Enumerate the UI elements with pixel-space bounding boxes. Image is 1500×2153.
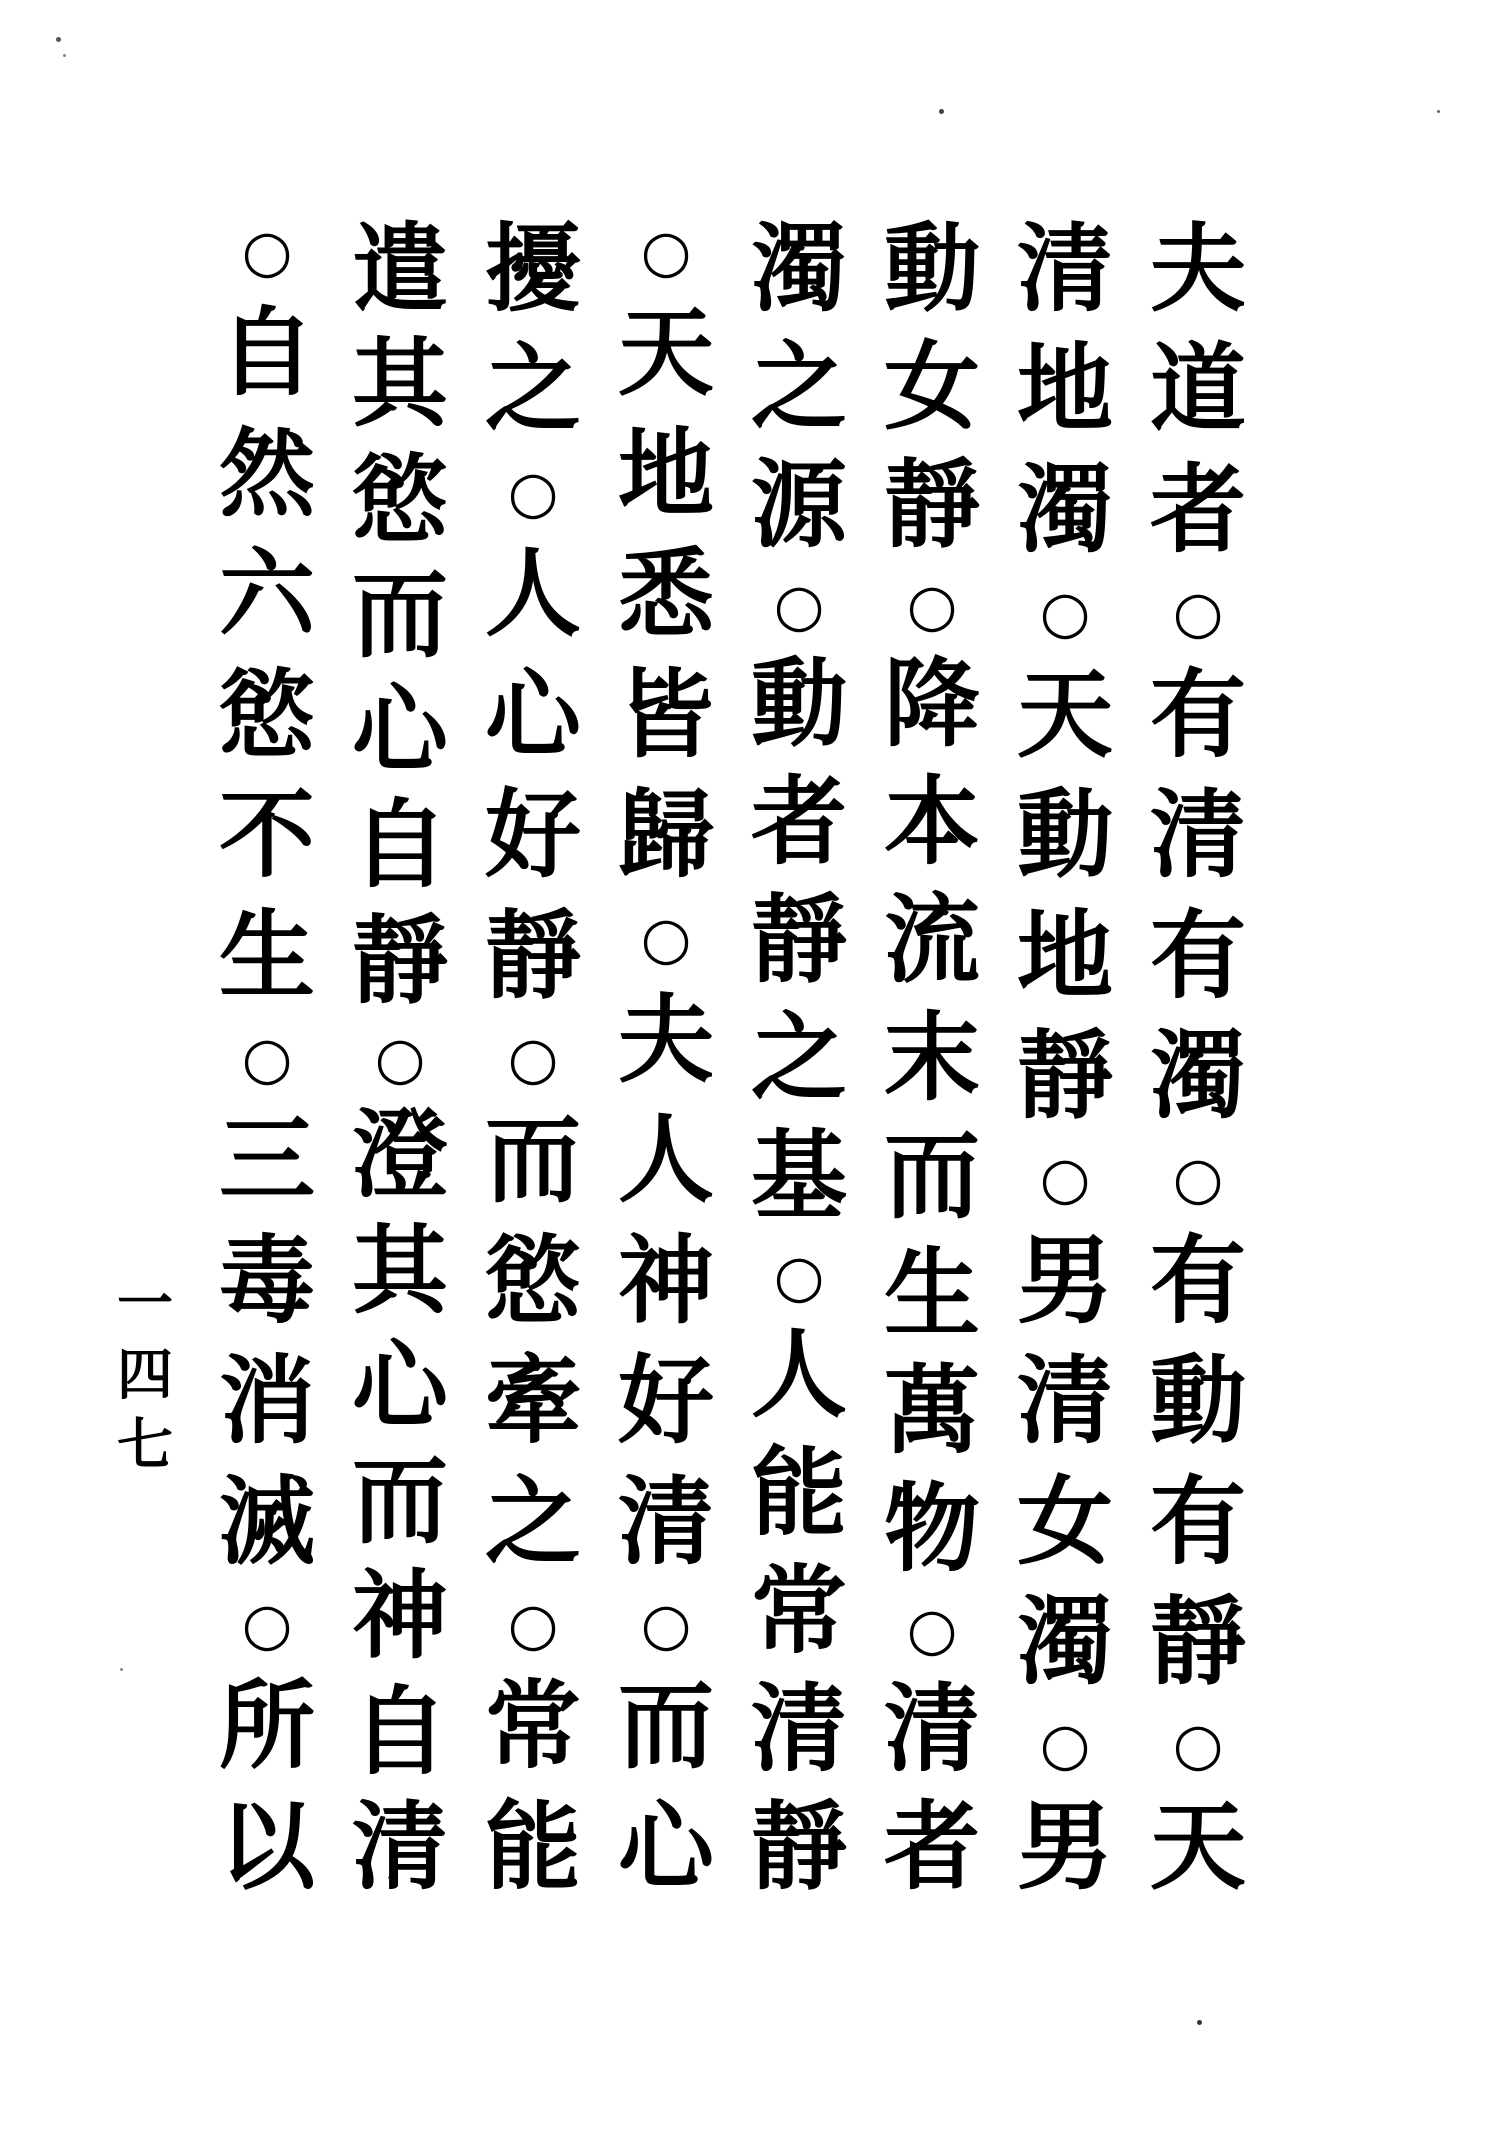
han-character: 地 — [1017, 332, 1113, 446]
han-character: 慾 — [352, 442, 448, 556]
ideographic-full-stop: ○ — [241, 217, 293, 285]
ideographic-full-stop: ○ — [1039, 1710, 1091, 1779]
han-character: 悉 — [618, 537, 714, 651]
han-character: 而 — [352, 1444, 448, 1558]
han-character: 而 — [352, 557, 448, 671]
han-character: 本 — [884, 765, 980, 879]
han-character: 濁 — [751, 212, 847, 325]
han-character: 能 — [751, 1436, 847, 1550]
han-character: 其 — [352, 327, 448, 441]
han-character: 靜 — [352, 903, 448, 1017]
han-character: 皆 — [618, 657, 714, 771]
ideographic-full-stop: ○ — [1172, 1710, 1224, 1779]
han-character: 清 — [1017, 212, 1113, 325]
text-column-5 — [616, 213, 716, 1903]
ideographic-full-stop: ○ — [640, 903, 692, 972]
han-character: 好 — [485, 778, 581, 892]
han-character: 澄 — [352, 1098, 448, 1212]
han-character: 道 — [1150, 332, 1246, 446]
han-character: 常 — [751, 1554, 847, 1668]
han-character: 心 — [485, 657, 581, 771]
ideographic-full-stop: ○ — [374, 1023, 426, 1092]
han-character: 動 — [1017, 778, 1113, 892]
han-character: 四 — [117, 1341, 173, 1408]
ideographic-full-stop: ○ — [241, 1023, 293, 1092]
han-character: 濁 — [1017, 452, 1113, 566]
han-character: 歸 — [618, 778, 714, 892]
han-character: 之 — [485, 1464, 581, 1578]
text-column-7 — [350, 213, 450, 1903]
han-character: 自 — [219, 296, 315, 410]
han-character: 清 — [884, 1671, 980, 1785]
han-character: 消 — [219, 1344, 315, 1458]
han-character: 清 — [352, 1789, 448, 1903]
page-number — [108, 1272, 182, 1477]
han-character: 者 — [1150, 452, 1246, 566]
ideographic-full-stop: ○ — [507, 457, 559, 526]
han-character: 物 — [884, 1472, 980, 1586]
han-character: 女 — [884, 329, 980, 443]
han-character: 之 — [485, 332, 581, 446]
han-character: 靜 — [485, 898, 581, 1012]
han-character: 能 — [485, 1789, 581, 1903]
han-character: 然 — [219, 416, 315, 530]
ideographic-full-stop: ○ — [507, 1023, 559, 1092]
text-column-3 — [882, 213, 982, 1903]
han-character: 心 — [352, 1328, 448, 1442]
han-character: 末 — [884, 1000, 980, 1114]
han-character: 滅 — [219, 1464, 315, 1578]
text-block — [217, 213, 1248, 1903]
text-column-1 — [1148, 213, 1248, 1903]
han-character: 降 — [884, 647, 980, 761]
han-character: 人 — [618, 1103, 714, 1217]
ideographic-full-stop: ○ — [1172, 1144, 1224, 1213]
han-character: 其 — [352, 1213, 448, 1327]
han-character: 靜 — [884, 447, 980, 561]
han-character: 神 — [352, 1559, 448, 1673]
han-character: 地 — [618, 416, 714, 530]
han-character: 者 — [751, 765, 847, 879]
han-character: 萬 — [884, 1354, 980, 1468]
han-character: 有 — [1150, 657, 1246, 771]
han-character: 濁 — [1150, 1018, 1246, 1132]
han-character: 六 — [219, 537, 315, 651]
ideographic-full-stop: ○ — [1039, 1144, 1091, 1213]
han-character: 男 — [1017, 1223, 1113, 1337]
han-character: 慾 — [485, 1223, 581, 1337]
han-character: 人 — [485, 537, 581, 651]
han-character: 生 — [884, 1236, 980, 1350]
han-character: 靜 — [1017, 1018, 1113, 1132]
ideographic-full-stop: ○ — [773, 1241, 825, 1310]
han-character: 有 — [1150, 1464, 1246, 1578]
han-character: 男 — [1017, 1789, 1113, 1903]
han-character: 清 — [1150, 778, 1246, 892]
han-character: 遣 — [352, 212, 448, 325]
han-character: 天 — [1017, 657, 1113, 771]
han-character: 而 — [618, 1669, 714, 1783]
han-character: 夫 — [1150, 212, 1246, 325]
ideographic-full-stop: ○ — [640, 1590, 692, 1659]
han-character: 流 — [884, 883, 980, 997]
ideographic-full-stop: ○ — [906, 1595, 958, 1664]
han-character: 常 — [485, 1669, 581, 1783]
text-column-2 — [1015, 213, 1115, 1903]
han-character: 所 — [219, 1669, 315, 1783]
han-character: 心 — [352, 673, 448, 787]
text-column-8 — [217, 213, 317, 1903]
han-character: 七 — [117, 1412, 173, 1478]
han-character: 清 — [751, 1671, 847, 1785]
han-character: 毒 — [219, 1223, 315, 1337]
han-character: 動 — [751, 647, 847, 761]
text-column-4 — [749, 213, 849, 1903]
han-character: 地 — [1017, 898, 1113, 1012]
han-character: 好 — [618, 1344, 714, 1458]
ideographic-full-stop: ○ — [507, 1590, 559, 1659]
han-character: 生 — [219, 898, 315, 1012]
ideographic-full-stop: ○ — [773, 570, 825, 639]
han-character: 之 — [751, 329, 847, 443]
han-character: 者 — [884, 1789, 980, 1903]
han-character: 神 — [618, 1223, 714, 1337]
han-character: 天 — [618, 296, 714, 410]
han-character: 以 — [219, 1789, 315, 1903]
han-character: 基 — [751, 1118, 847, 1232]
han-character: 靜 — [1150, 1585, 1246, 1699]
ideographic-full-stop: ○ — [906, 570, 958, 639]
han-character: 清 — [1017, 1344, 1113, 1458]
han-character: 夫 — [618, 982, 714, 1096]
han-character: 而 — [884, 1118, 980, 1232]
han-character: 有 — [1150, 898, 1246, 1012]
han-character: 擾 — [485, 212, 581, 325]
han-character: 靜 — [751, 1789, 847, 1903]
han-character: 一 — [117, 1271, 173, 1337]
han-character: 女 — [1017, 1464, 1113, 1578]
han-character: 自 — [352, 1674, 448, 1788]
han-character: 有 — [1150, 1223, 1246, 1337]
han-character: 牽 — [485, 1344, 581, 1458]
han-character: 濁 — [1017, 1585, 1113, 1699]
han-character: 人 — [751, 1318, 847, 1432]
han-character: 三 — [219, 1103, 315, 1217]
text-column-6 — [483, 213, 583, 1903]
ideographic-full-stop: ○ — [1172, 578, 1224, 647]
han-character: 之 — [751, 1000, 847, 1114]
han-character: 動 — [884, 212, 980, 325]
han-character: 天 — [1150, 1789, 1246, 1903]
han-character: 心 — [618, 1789, 714, 1903]
han-character: 源 — [751, 447, 847, 561]
han-character: 不 — [219, 778, 315, 892]
ideographic-full-stop: ○ — [1039, 578, 1091, 647]
han-character: 清 — [618, 1464, 714, 1578]
han-character: 自 — [352, 788, 448, 902]
han-character: 而 — [485, 1103, 581, 1217]
ideographic-full-stop: ○ — [640, 217, 692, 285]
ideographic-full-stop: ○ — [241, 1590, 293, 1659]
han-character: 動 — [1150, 1344, 1246, 1458]
han-character: 靜 — [751, 883, 847, 997]
han-character: 慾 — [219, 657, 315, 771]
scan-noise-speckles — [0, 0, 3, 3]
